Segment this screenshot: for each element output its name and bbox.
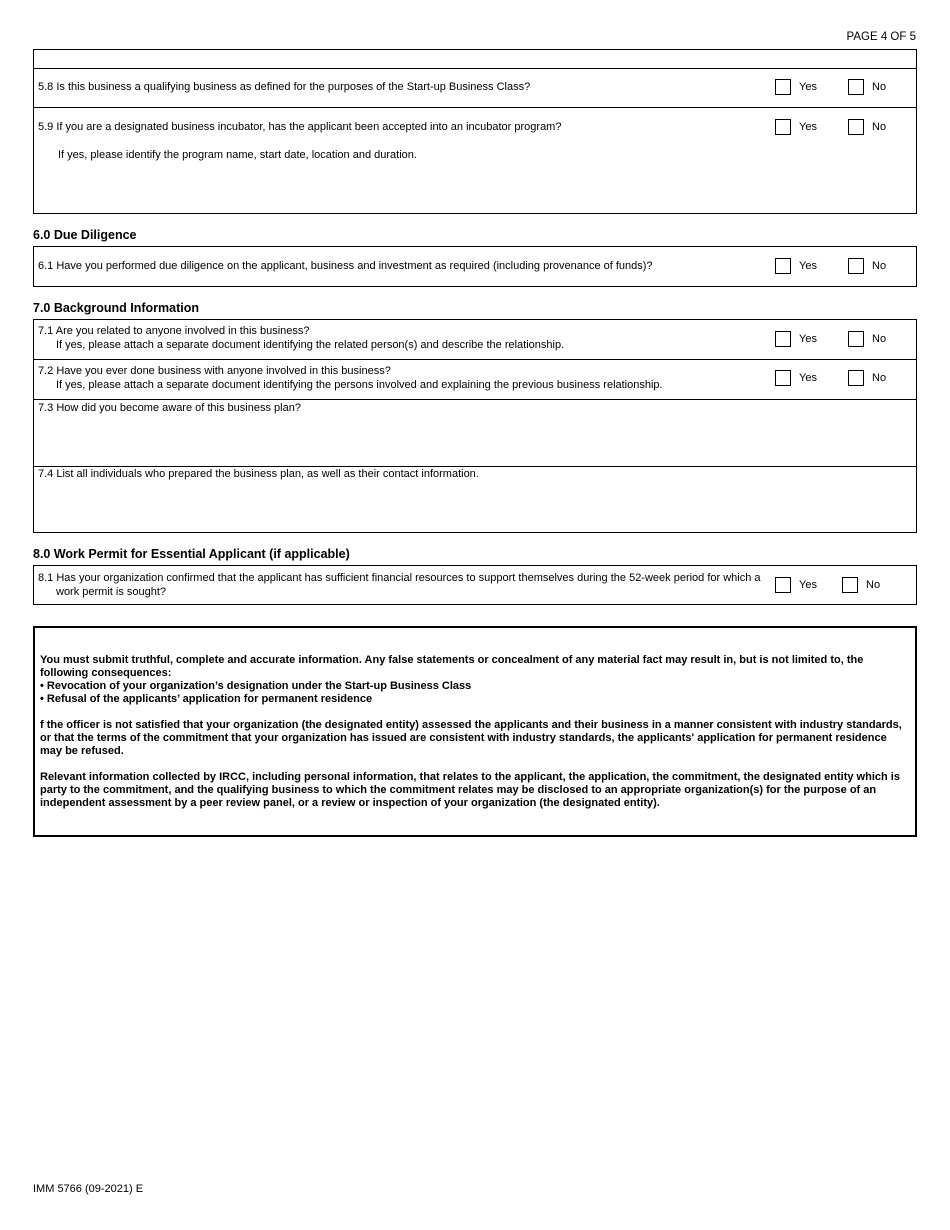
form-number: IMM 5766 (09-2021) E (33, 1183, 144, 1195)
q5-9-no-checkbox[interactable] (848, 119, 864, 135)
q8-1-no-checkbox[interactable] (842, 577, 858, 593)
section-7-box (33, 319, 917, 533)
question-8-1-text (38, 572, 768, 599)
q5-8-yes-checkbox[interactable] (775, 79, 791, 95)
declaration-notice (33, 626, 917, 837)
question-7-1-main: 7.1 Are you related to anyone involved in this business? (38, 325, 310, 337)
question-5-8-text: 5.8 Is this business a qualifying business as defined for the purposes of the Start-up Business Class? (38, 81, 531, 93)
question-7-2-text (38, 365, 663, 392)
notice-paragraph-3: Relevant information collected by IRCC, including personal information, that relates to the applicant, the application, the commitment, the designated entity which is party to the commitment, and the qualifying business to which the commitment relates may be disclosed to an appropriate organization(s) for the purpose of an independent assessment by a peer review panel, or a review or inspection of your organization (the designated entity). (40, 771, 900, 809)
question-7-2-row (34, 359, 916, 399)
no-label: No (866, 579, 881, 591)
no-label: No (872, 333, 887, 345)
section-6-box (33, 246, 917, 287)
question-7-2-main: 7.2 Have you ever done business with anyone involved in this business? (38, 365, 391, 377)
question-7-2-subtext: If yes, please attach a separate document identifying the persons involved and explaining the previous business relationship. (56, 378, 663, 391)
section-5-box (33, 49, 917, 214)
question-7-3-text: 7.3 How did you become aware of this business plan? (38, 402, 301, 414)
yes-label: Yes (799, 333, 817, 345)
question-7-3-row[interactable] (34, 399, 916, 466)
section-8-heading: 8.0 Work Permit for Essential Applicant (if applicable) (33, 547, 350, 561)
no-label: No (872, 121, 887, 133)
q7-1-yes-checkbox[interactable] (775, 331, 791, 347)
question-5-9-subtext: If yes, please identify the program name, start date, location and duration. (58, 149, 417, 161)
q7-1-no-checkbox[interactable] (848, 331, 864, 347)
question-7-1-text (38, 325, 564, 352)
question-5-8-row (34, 68, 916, 107)
question-5-9-row (34, 107, 916, 213)
notice-bullet-1: • Revocation of your organization’s designation under the Start-up Business Class (40, 680, 472, 692)
question-8-1-main: 8.1 Has your organization confirmed that the applicant has sufficient financial resources to support themselves during the 52-week period for which a (38, 572, 761, 584)
q5-8-no-checkbox[interactable] (848, 79, 864, 95)
q7-2-no-checkbox[interactable] (848, 370, 864, 386)
q5-9-yes-checkbox[interactable] (775, 119, 791, 135)
yes-label: Yes (799, 81, 817, 93)
question-8-1-subtext: work permit is sought? (56, 585, 167, 598)
yes-label: Yes (799, 121, 817, 133)
no-label: No (872, 260, 887, 272)
yes-label: Yes (799, 260, 817, 272)
section-6-heading: 6.0 Due Diligence (33, 228, 137, 242)
question-7-1-row (34, 320, 916, 359)
notice-paragraph-2: f the officer is not satisfied that your organization (the designated entity) assessed the applicants and their business in a manner consistent with industry standards, or that the terms of the commitment that your organization has issued are consistent with industry standards, the applicants' application for permanent residence may be refused. (40, 719, 902, 757)
page-number: PAGE 4 OF 5 (846, 31, 916, 43)
q6-1-yes-checkbox[interactable] (775, 258, 791, 274)
yes-label: Yes (799, 372, 817, 384)
section-7-heading: 7.0 Background Information (33, 301, 199, 315)
q8-1-yes-checkbox[interactable] (775, 577, 791, 593)
notice-bullet-2: • Refusal of the applicants’ application for permanent residence (40, 693, 373, 705)
question-5-9-text: 5.9 If you are a designated business incubator, has the applicant been accepted into an incubator program? (38, 121, 562, 133)
blank-row (34, 50, 916, 68)
question-7-1-subtext: If yes, please attach a separate document identifying the related person(s) and describe the relationship. (56, 338, 565, 351)
no-label: No (872, 372, 887, 384)
question-6-1-text: 6.1 Have you performed due diligence on the applicant, business and investment as required (including provenance of funds)? (38, 260, 653, 272)
section-8-box (33, 565, 917, 605)
q6-1-no-checkbox[interactable] (848, 258, 864, 274)
notice-paragraph-1: You must submit truthful, complete and accurate information. Any false statements or concealment of any material fact may result in, but is not limited to, the following consequences: (40, 654, 864, 679)
question-7-4-row[interactable] (34, 466, 916, 532)
q7-2-yes-checkbox[interactable] (775, 370, 791, 386)
question-7-4-text: 7.4 List all individuals who prepared the business plan, as well as their contact information. (38, 468, 479, 480)
yes-label: Yes (799, 579, 817, 591)
no-label: No (872, 81, 887, 93)
